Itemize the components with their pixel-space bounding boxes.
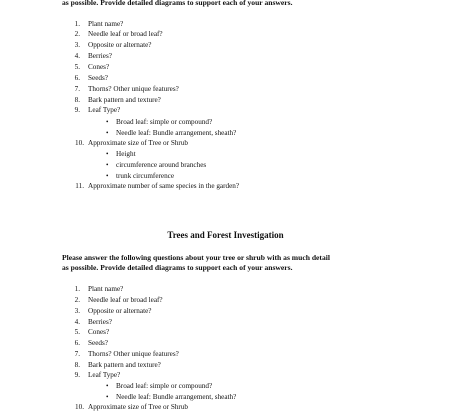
bullet-icon: • xyxy=(106,172,109,180)
intro-text: as possible. Provide detailed diagrams to support each of your answers. xyxy=(62,263,293,272)
bullet-icon: • xyxy=(106,161,109,169)
document-page: as possible. Provide detailed diagrams to support each of your answers. 1. Plant name? 2. Needle leaf or broad leaf? 3. Opposite or alternate? 4. Berries? 5. Cones? 6. Seeds? 7. Thorns? Other unique features? 8. Bark pattern and texture? 9. Leaf Type? • Broad leaf: simple or compound? • Needle leaf: Bundle arrangement, sheath? 10. Approximate size of Tree or Shrub • Height • circumference around branches • trunk circumference 11. Approximate number of same species in the garden? Trees and Forest Investigation Please answer the following questions about your tree or shrub with as much detail as possible. Provide detailed diagrams to support each of your answers. 1. Plant name? 2. Needle leaf or broad leaf? 3. Opposite or alternate? 4. Berries? 5. Cones? 6. Seeds? 7. Thorns? Other unique features? 8. Bark pattern and texture? 9. Leaf Type? • Broad leaf: simple or compound? • Needle leaf: Bundle arrangement, sheath? 10. Approximate size of Tree or Shrub xyxy=(0,0,451,414)
bullet-icon: • xyxy=(106,393,109,401)
bullet-icon: • xyxy=(106,382,109,390)
bullet-icon: • xyxy=(106,118,109,126)
page-title: Trees and Forest Investigation xyxy=(167,230,284,240)
bullet-icon: • xyxy=(106,129,109,137)
intro-text: Please answer the following questions about your tree or shrub with as much detail xyxy=(62,253,330,262)
bullet-icon: • xyxy=(106,150,109,158)
intro-text-continued: as possible. Provide detailed diagrams to support each of your answers. xyxy=(62,0,293,7)
